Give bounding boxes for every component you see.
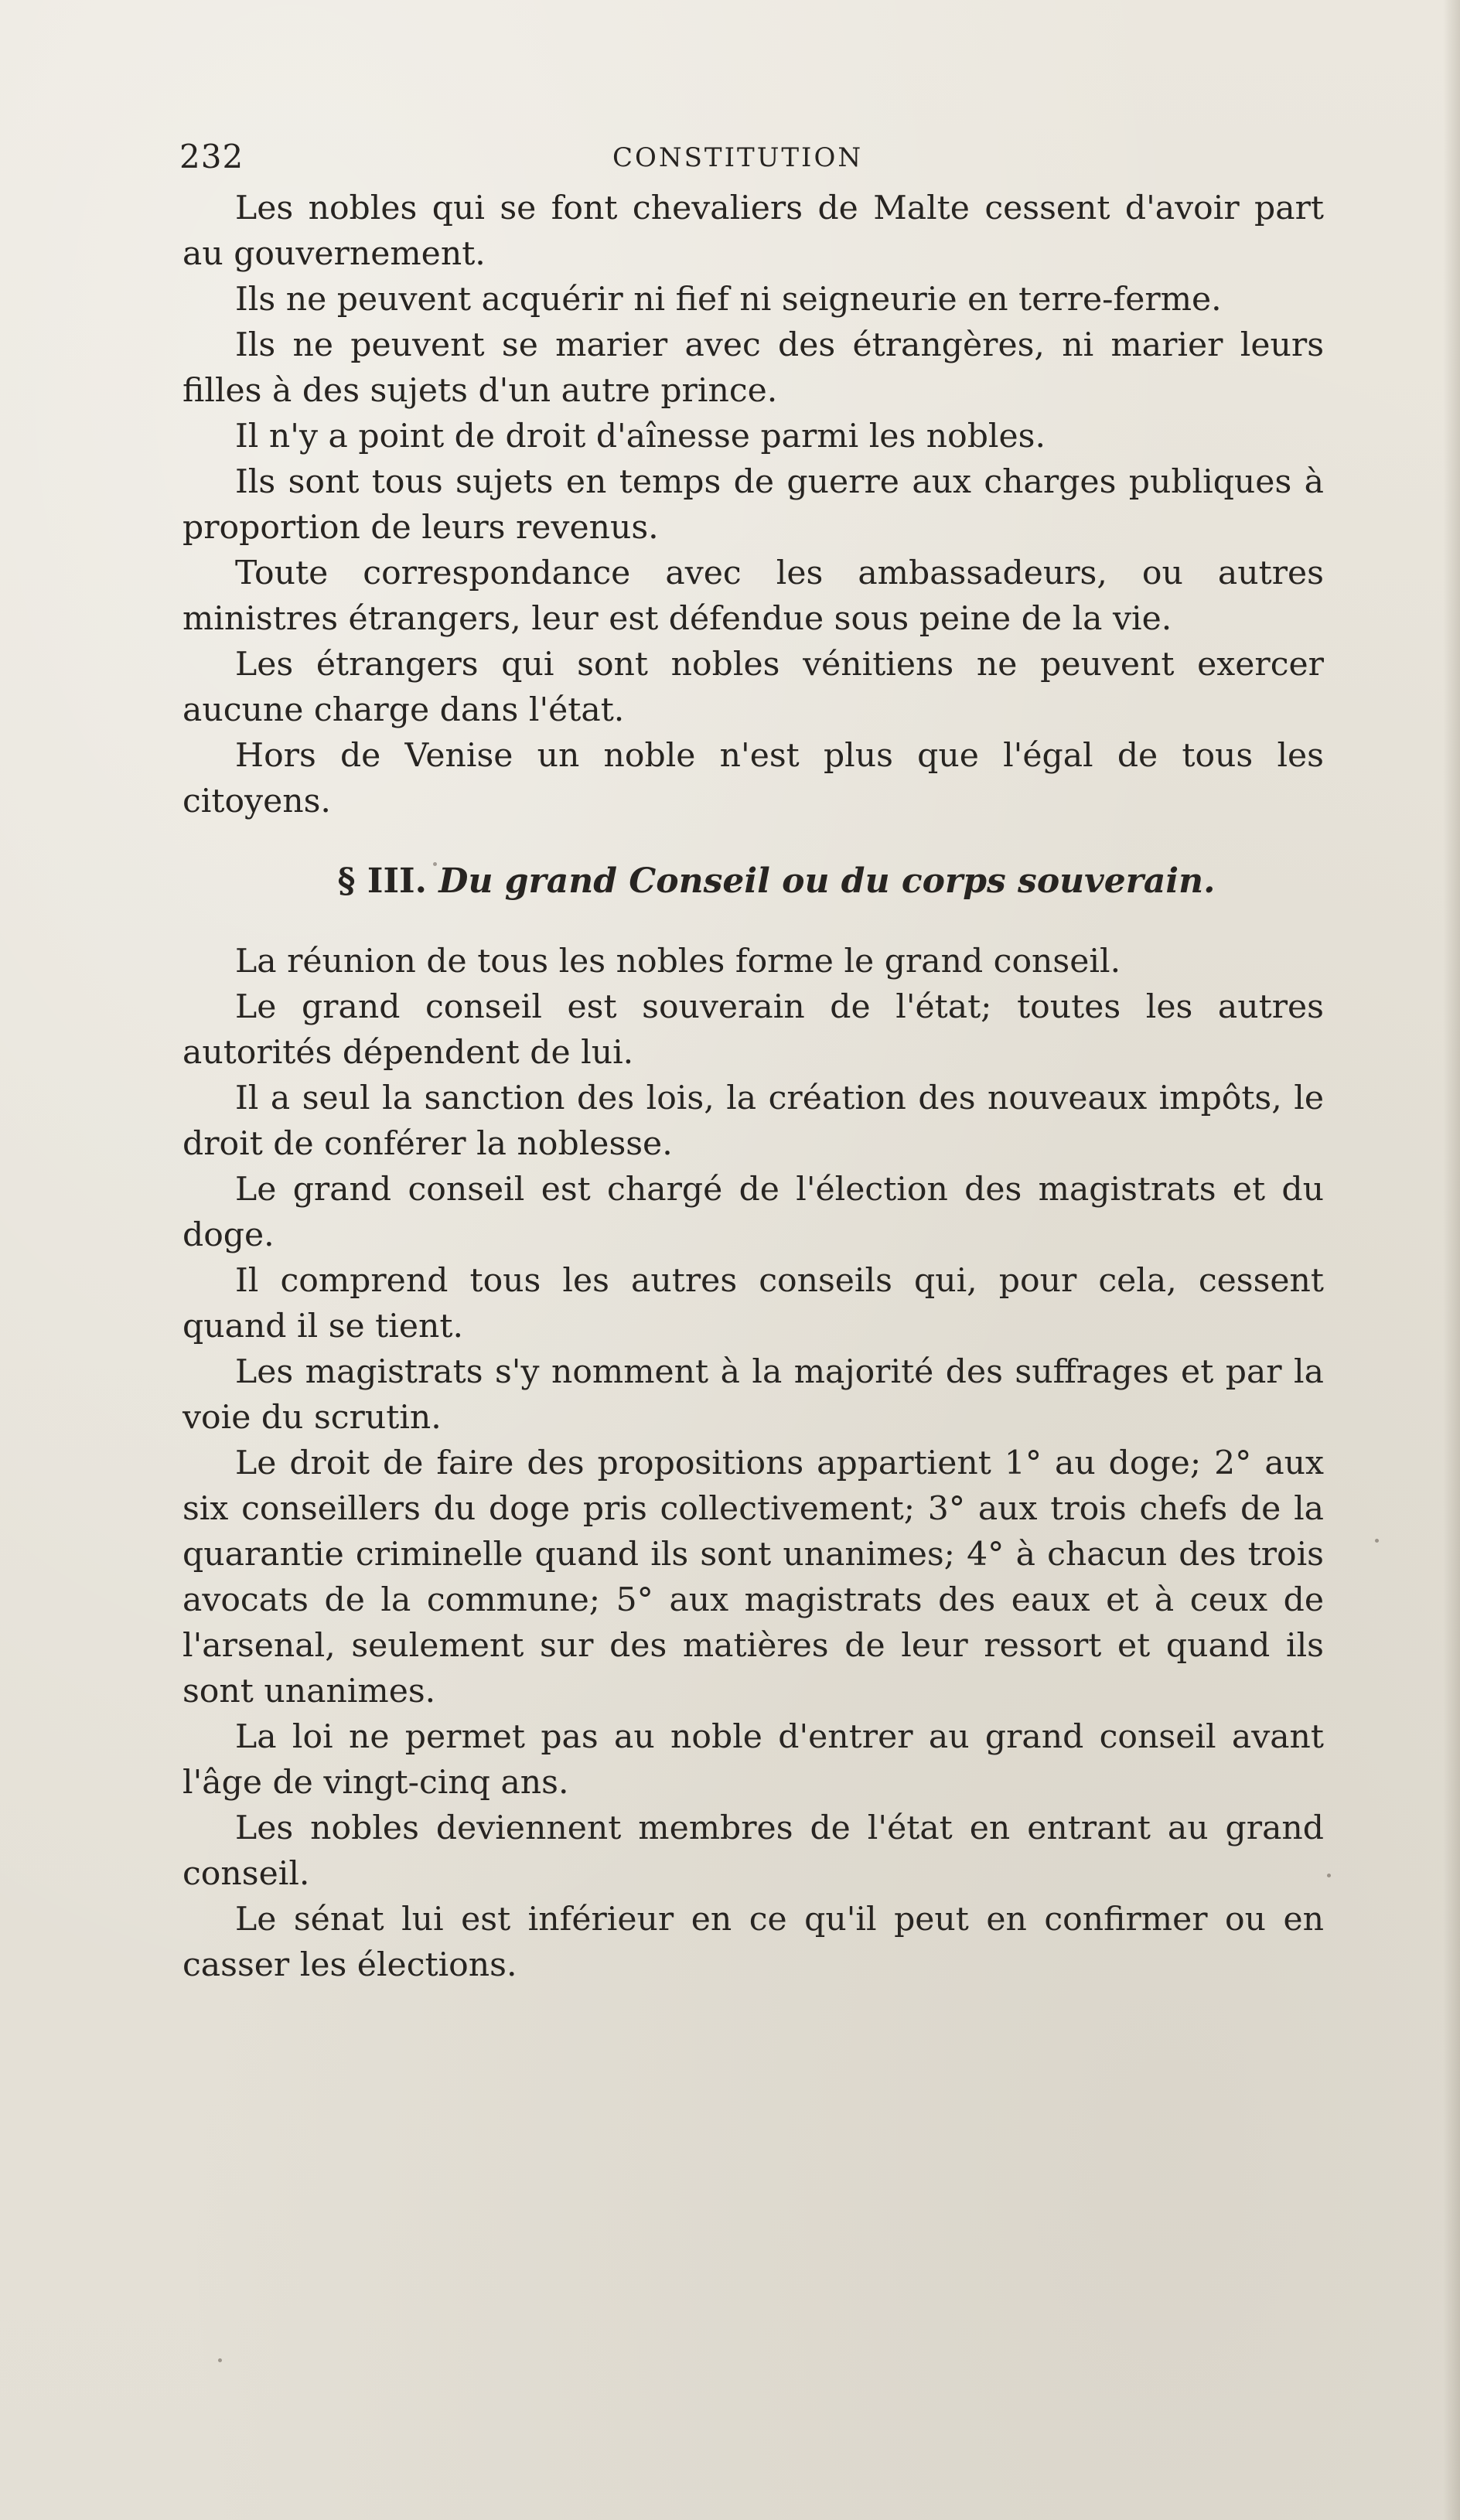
- section-number: § III.: [337, 861, 427, 901]
- paragraph: Le droit de faire des propositions appartient 1° au doge; 2° aux six conseillers du doge pris collectivement; 3° aux trois chefs de la quarantie criminelle quand ils sont unanimes; 4° à chacun des trois avocats de la commune; 5° aux magistrats des eaux et à ceux de l'arsenal, seulement sur des matières de leur ressort et quand ils sont unanimes.: [182, 1444, 1324, 1710]
- paragraph: La réunion de tous les nobles forme le grand conseil.: [235, 943, 1121, 980]
- section-heading: [182, 824, 1324, 939]
- paper-speck: [1375, 1539, 1379, 1543]
- paragraph: Ils sont tous sujets en temps de guerre aux charges publiques à proportion de leurs revenus.: [182, 463, 1324, 547]
- paragraph: Ils ne peuvent se marier avec des étrangères, ni marier leurs filles à des sujets d'un autre prince.: [182, 326, 1324, 410]
- paper-speck: [433, 862, 437, 866]
- page-header: [179, 138, 1324, 184]
- paragraph: Les étrangers qui sont nobles vénitiens ne peuvent exercer aucune charge dans l'état.: [182, 646, 1324, 729]
- body-text: [182, 186, 1324, 1988]
- paragraph: Le sénat lui est inférieur en ce qu'il peut en confirmer ou en casser les élections.: [182, 1901, 1324, 1984]
- paper-speck: [1327, 1874, 1331, 1877]
- paragraph: La loi ne permet pas au noble d'entrer au grand conseil avant l'âge de vingt-cinq ans.: [182, 1718, 1324, 1802]
- paragraph: Les nobles qui se font chevaliers de Malte cessent d'avoir part au gouvernement.: [182, 189, 1324, 273]
- paper-speck: [218, 2358, 222, 2362]
- page-edge-shadow: [1443, 0, 1460, 2520]
- paragraph: Ils ne peuvent acquérir ni fief ni seigneurie en terre-ferme.: [235, 281, 1222, 319]
- running-title: CONSTITUTION: [612, 142, 864, 173]
- section-title: Du grand Conseil ou du corps souverain.: [438, 861, 1216, 901]
- paragraph: Les nobles deviennent membres de l'état en entrant au grand conseil.: [182, 1809, 1324, 1893]
- paragraph: Toute correspondance avec les ambassadeurs, ou autres ministres étrangers, leur est défendue sous peine de la vie.: [182, 554, 1324, 638]
- paragraph: Il a seul la sanction des lois, la création des nouveaux impôts, le droit de conférer la noblesse.: [182, 1079, 1324, 1163]
- paragraph: Il comprend tous les autres conseils qui, pour cela, cessent quand il se tient.: [182, 1262, 1324, 1345]
- paragraph: Le grand conseil est chargé de l'élection des magistrats et du doge.: [182, 1171, 1324, 1254]
- page-number: 232: [179, 138, 244, 176]
- paragraph: Le grand conseil est souverain de l'état; toutes les autres autorités dépendent de lui.: [182, 988, 1324, 1072]
- paragraph: Hors de Venise un noble n'est plus que l'égal de tous les citoyens.: [182, 737, 1324, 820]
- paragraph: Les magistrats s'y nomment à la majorité des suffrages et par la voie du scrutin.: [182, 1353, 1324, 1437]
- paragraph: Il n'y a point de droit d'aînesse parmi les nobles.: [235, 418, 1046, 455]
